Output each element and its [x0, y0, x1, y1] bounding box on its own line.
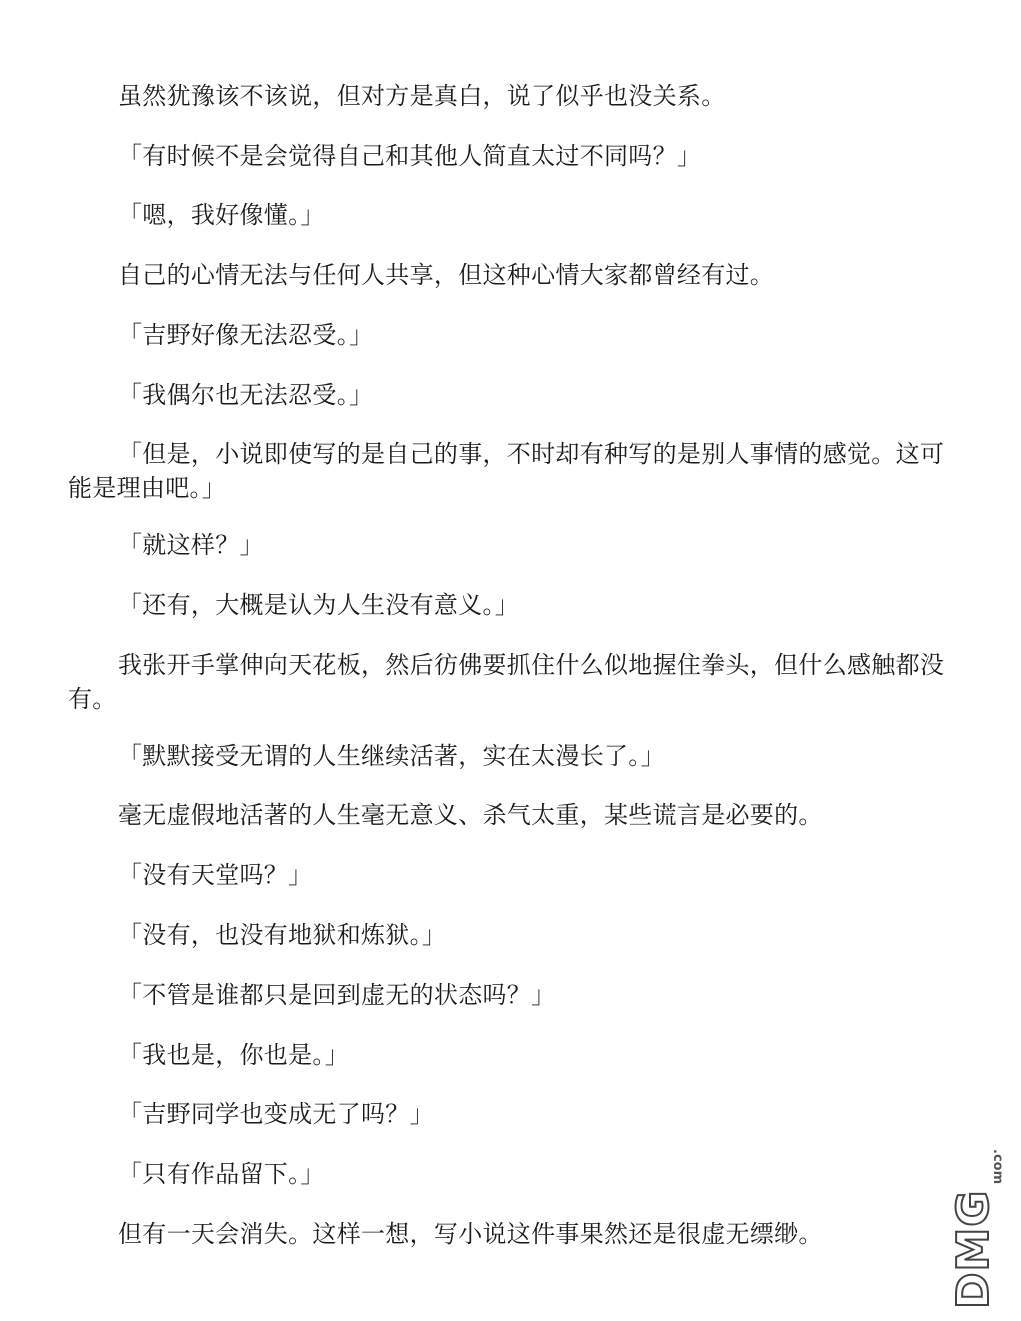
paragraph-17: 「吉野同学也变成无了吗？」 — [118, 1100, 434, 1128]
paragraph-10: 我张开手掌伸向天花板，然后彷佛要抓住什么似地握住拳头，但什么感触都没有。 — [68, 651, 945, 713]
paragraph-6: 「我偶尔也无法忍受。」 — [118, 381, 374, 409]
paragraph-3: 「嗯，我好像懂。」 — [118, 201, 325, 229]
watermark-suffix: .com — [990, 1149, 1005, 1185]
paragraph-1: 虽然犹豫该不该说，但对方是真白，说了似乎也没关系。 — [118, 82, 726, 110]
paragraph-19: 但有一天会消失。这样一想，写小说这件事果然还是很虚无缥缈。 — [118, 1220, 823, 1248]
paragraph-11: 「默默接受无谓的人生继续活著，实在太漫长了。」 — [118, 742, 665, 770]
watermark-text: DMG — [948, 1189, 999, 1309]
paragraph-2: 「有时候不是会觉得自己和其他人简直太过不同吗？」 — [118, 142, 702, 170]
paragraph-5: 「吉野好像无法忍受。」 — [118, 321, 374, 349]
paragraph-9: 「还有，大概是认为人生没有意义。」 — [118, 591, 520, 619]
paragraph-7: 「但是，小说即使写的是自己的事，不时却有种写的是别人事情的感觉。这可能是理由吧。」 — [68, 440, 945, 502]
paragraph-14: 「没有，也没有地狱和炼狱。」 — [118, 921, 447, 949]
paragraph-16: 「我也是，你也是。」 — [118, 1041, 349, 1069]
paragraph-13: 「没有天堂吗？」 — [118, 861, 313, 889]
paragraph-18: 「只有作品留下。」 — [118, 1160, 325, 1188]
paragraph-4: 自己的心情无法与任何人共享，但这种心情大家都曾经有过。 — [118, 261, 775, 289]
paragraph-15: 「不管是谁都只是回到虚无的状态吗？」 — [118, 981, 556, 1009]
dmg-watermark-logo — [947, 1149, 1007, 1309]
paragraph-12: 毫无虚假地活著的人生毫无意义、杀气太重，某些谎言是必要的。 — [118, 801, 823, 829]
paragraph-8: 「就这样？」 — [118, 531, 264, 559]
